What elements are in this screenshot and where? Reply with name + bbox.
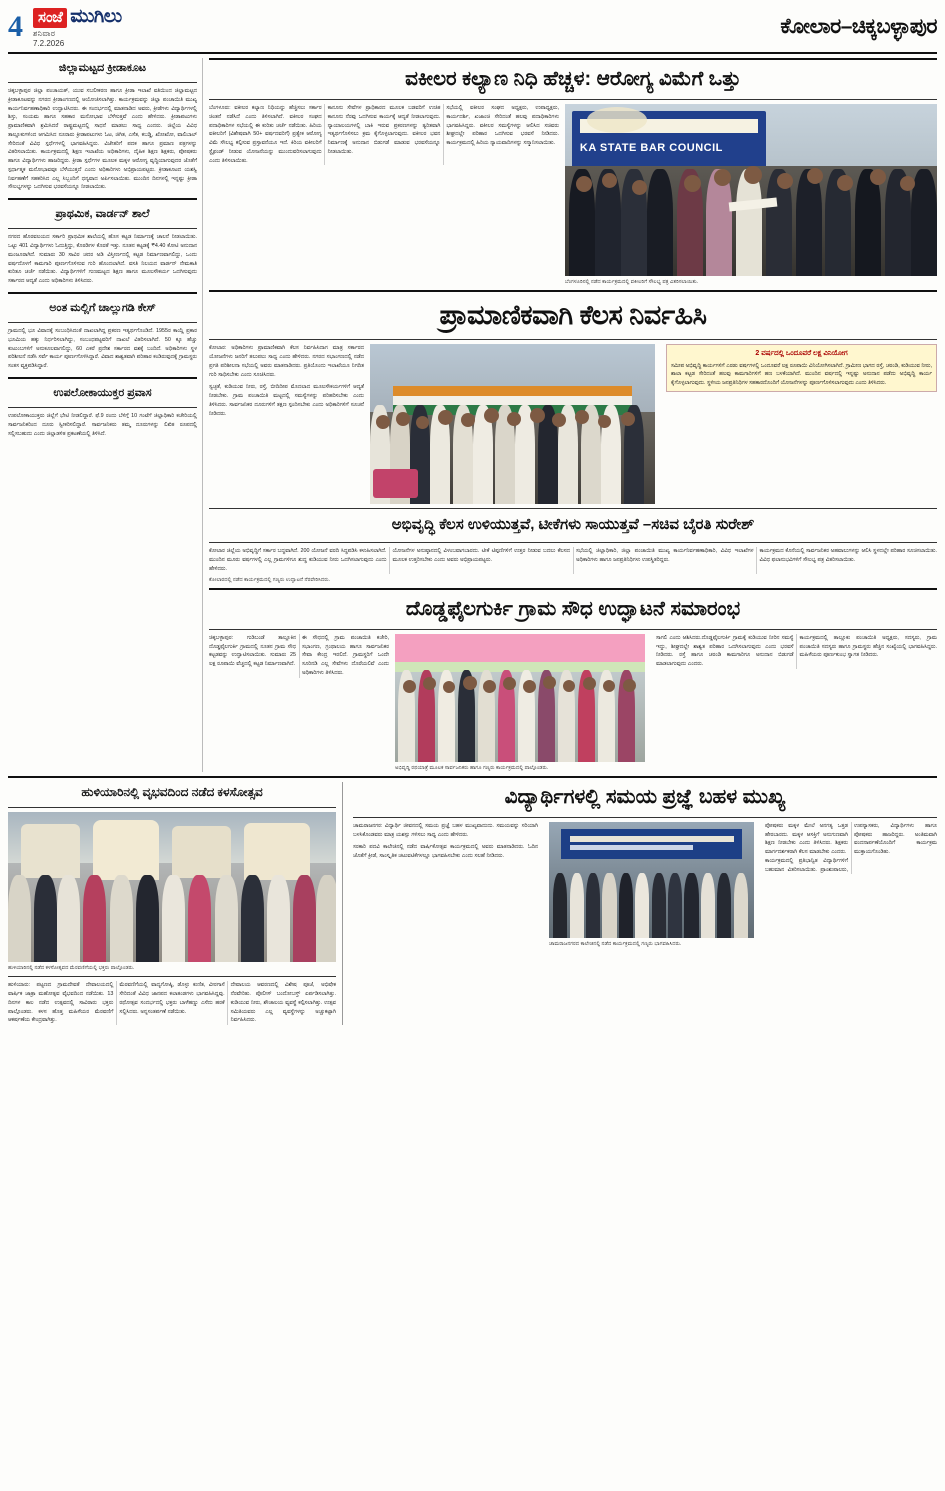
left-section2-text: ನಗರದ ಹೊರವಲಯದ ಸರ್ಕಾರಿ ಪ್ರಾಥಮಿಕ ಶಾಲೆಯಲ್ಲಿ ಹೊಸ ಕಟ್ಟಡ ನಿರ್ಮಾಣಕ್ಕೆ ಚಾಲನೆ ನೀಡಲಾಯಿತು. ಒಟ್ಟು 401 ವಿದ್ಯಾರ್ಥಿಗಳು ಓದುತ್ತಿದ್ದು, ಕೊಠಡಿಗಳ ಕೊರತೆ ಇತ್ತು. ನೂತನ ಕಟ್ಟಡಕ್ಕೆ ₹4.40 ಕೋಟಿ ಅನುದಾನ ಮಂಜೂರಾಗಿದೆ. ಸುಮಾರು 30 ಸಾವಿರ ಚದರ ಅಡಿ ವಿಸ್ತೀರ್ಣದಲ್ಲಿ ಕಟ್ಟಡ ನಿರ್ಮಾಣವಾಗಲಿದ್ದು, ಒಂದು ವರ್ಷದೊಳಗೆ ಕಾಮಗಾರಿ ಪೂರ್ಣಗೊಳಿಸುವ ಗುರಿ ಹೊಂದಲಾಗಿದೆ. ವಸತಿ ನಿಲಯದ ವಾರ್ಡನ್‌ ನೇಮಕಾತಿ ಕುರಿತೂ ಚರ್ಚೆ ನಡೆಯಿತು. ವಿದ್ಯಾರ್ಥಿಗಳಿಗೆ ಗುಣಮಟ್ಟದ ಶಿಕ್ಷಣ ಹಾಗೂ ಮೂಲಸೌಕರ್ಯ ಒದಗಿಸುವುದು ಸರ್ಕಾರದ ಆದ್ಯತೆ ಎಂದು ಅಧಿಕಾರಿಗಳು ತಿಳಿಸಿದರು. [8, 234, 197, 285]
story4 [8, 782, 343, 1025]
story2-box-text: ಸಮೀಪ ಅಭಿವೃದ್ಧಿ ಕಾರ್ಯಗಳಿಗೆ ಎರಡು ವರ್ಷಗಳಲ್ಲಿ ಒಂದೂವರೆ ಲಕ್ಷ ರೂಪಾಯಿ ವಿನಿಯೋಗಿಸಲಾಗಿದೆ. ಗ್ರಾಮೀಣ ಭಾಗದ ರಸ್ತೆ, ಚರಂಡಿ, ಕುಡಿಯುವ ನೀರು, ಶಾಲಾ ಕಟ್ಟಡ ಸೇರಿದಂತೆ ಹಲವು ಕಾಮಗಾರಿಗಳಿಗೆ ಹಣ ಬಳಕೆಯಾಗಿದೆ. ಮುಂದಿನ ವರ್ಷದಲ್ಲಿ ಇನ್ನಷ್ಟು ಅನುದಾನ ಪಡೆದು ಅಭಿವೃದ್ಧಿ ಕಾರ್ಯ ಕೈಗೊಳ್ಳಲಾಗುವುದು. ಸ್ಥಳೀಯ ಜನಪ್ರತಿನಿಧಿಗಳ ಸಹಕಾರದೊಂದಿಗೆ ಯೋಜನೆಗಳನ್ನು ಪೂರ್ಣಗೊಳಿಸಲಾಗುವುದು ಎಂದು ತಿಳಿಸಿದರು. [671, 362, 932, 386]
story5-col2: ಸರಕಾರಿ ಪದವಿ ಕಾಲೇಜಿನಲ್ಲಿ ನಡೆದ ವಾರ್ಷಿಕೋತ್ಸವ ಕಾರ್ಯಕ್ರಮದಲ್ಲಿ ಅವರು ಮಾತನಾಡಿದರು. ಓದಿನ ಜೊತೆಗೆ ಕ್ರೀಡೆ, ಸಾಂಸ್ಕೃತಿಕ ಚಟುವಟಿಕೆಗಳಲ್ಲೂ ಭಾಗವಹಿಸಬೇಕು ಎಂದು ಸಲಹೆ ನೀಡಿದರು. [353, 844, 538, 860]
story5-col1: ಚಾಮರಾಜನಗರ: ವಿದ್ಯಾರ್ಥಿ ಜೀವನದಲ್ಲಿ ಸಮಯ ಪ್ರಜ್ಞೆ ಬಹಳ ಮುಖ್ಯವಾದುದು. ಸಮಯವನ್ನು ಸರಿಯಾಗಿ ಬಳಸಿಕೊಂಡವರು ಮಾತ್ರ ಯಶಸ್ಸು ಗಳಿಸಲು ಸಾಧ್ಯ ಎಂದು ಹೇಳಿದರು. [353, 822, 538, 838]
story3-col3: ಸಾಗಲಿ ಎಂದು ಆಶಿಸಿದರು.ದೊಡ್ಡಫೈಲಗುರ್ಕಿ ಗ್ರಾಮಕ್ಕೆ ಕುಡಿಯುವ ನೀರಿನ ಸಮಸ್ಯೆ ಇದ್ದು, ಶೀಘ್ರದಲ್ಲೇ ಶಾಶ್ವತ ಪರಿಹಾರ ಒದಗಿಸಲಾಗುವುದು ಎಂದು ಭರವಸೆ ನೀಡಿದರು. ರಸ್ತೆ ಹಾಗೂ ಚರಂಡಿ ಕಾಮಗಾರಿಗೂ ಅನುದಾನ ಬಿಡುಗಡೆ ಮಾಡಲಾಗುವುದು ಎಂದರು. [656, 634, 794, 668]
story1-banner-text: KA STATE BAR COUNCIL [579, 141, 723, 154]
story1-col3: ಸಭೆಯಲ್ಲಿ ವಕೀಲರ ಸಂಘದ ಅಧ್ಯಕ್ಷರು, ಉಪಾಧ್ಯಕ್ಷರು, ಕಾರ್ಯದರ್ಶಿ, ಖಜಾಂಚಿ ಸೇರಿದಂತೆ ಹಲವು ಪದಾಧಿಕಾರಿಗಳು ಭಾಗವಹಿಸಿದ್ದರು. ವಕೀಲರ ಸಮಸ್ಯೆಗಳನ್ನು ಆಲಿಸಿದ ಸಚಿವರು ಶೀಘ್ರದಲ್ಲೇ ಪರಿಹಾರ ಒದಗಿಸುವ ಭರವಸೆ ನೀಡಿದರು. ಕಾರ್ಯಕ್ರಮದಲ್ಲಿ ಹಿರಿಯ ನ್ಯಾಯವಾದಿಗಳನ್ನು ಸನ್ಮಾನಿಸಲಾಯಿತು. [446, 105, 559, 146]
story1-col1: ಬೆಂಗಳೂರು: ವಕೀಲರ ಕಲ್ಯಾಣ ನಿಧಿಯನ್ನು ಹೆಚ್ಚಿಸಲು ಸರ್ಕಾರ ಚಿಂತನೆ ನಡೆಸಿದೆ ಎಂದು ತಿಳಿಸಲಾಗಿದೆ. ವಕೀಲರ ಸಂಘದ ಪದಾಧಿಕಾರಿಗಳ ಸಭೆಯಲ್ಲಿ ಈ ಕುರಿತು ಚರ್ಚೆ ನಡೆಯಿತು. ಹಿರಿಯ ವಕೀಲರಿಗೆ (ವಿಶೇಷವಾಗಿ 50+ ವರ್ಷದವರಿಗೆ) ಪ್ರತ್ಯೇಕ ಆರೋಗ್ಯ ವಿಮೆ ಸೌಲಭ್ಯ ಕಲ್ಪಿಸುವ ಪ್ರಸ್ತಾವನೆಯೂ ಇದೆ. ಕಿರಿಯ ವಕೀಲರಿಗೆ ಸ್ಟೈಫಂಡ್‌ ನೀಡುವ ಯೋಜನೆಯನ್ನು ಮುಂದುವರಿಸಲಾಗುವುದು ಎಂದು ತಿಳಿಸಲಾಯಿತು. [209, 105, 322, 164]
story1-body [209, 104, 937, 286]
story2-sub-col4: ಕಾರ್ಯಕ್ರಮದ ಕೊನೆಯಲ್ಲಿ ಸಾರ್ವಜನಿಕರ ಅಹವಾಲುಗಳನ್ನು ಆಲಿಸಿ ಸ್ಥಳದಲ್ಲೇ ಪರಿಹಾರ ಸೂಚಿಸಲಾಯಿತು. ವಿವಿಧ ಫಲಾನುಭವಿಗಳಿಗೆ ಸೌಲಭ್ಯ ಪತ್ರ ವಿತರಿಸಲಾಯಿತು. [759, 548, 937, 564]
story2-box-title: 2 ವರ್ಷದಲ್ಲಿ ಒಂದೂವರೆ ಲಕ್ಷ ವಿನಿಯೋಗ [755, 350, 848, 358]
left-section4-title: ಉಪಲೋಕಾಯುಕ್ತರ ಪ್ರವಾಸ [53, 386, 152, 399]
page-grid [8, 58, 937, 772]
story2-sub-col3: ಸಭೆಯಲ್ಲಿ ಜಿಲ್ಲಾಧಿಕಾರಿ, ಜಿಲ್ಲಾ ಪಂಚಾಯಿತಿ ಮುಖ್ಯ ಕಾರ್ಯನಿರ್ವಹಣಾಧಿಕಾರಿ, ವಿವಿಧ ಇಲಾಖೆಗಳ ಅಧಿಕಾರಿಗಳು ಹಾಗೂ ಜನಪ್ರತಿನಿಧಿಗಳು ಉಪಸ್ಥಿತರಿದ್ದರು. [576, 548, 754, 564]
story2-sub-body [209, 547, 937, 573]
story4-headline: ಹುಳಿಯಾರಿನಲ್ಲಿ ವೃಭವದಿಂದ ನಡೆದ ಕಳಸೋತ್ಸವ [81, 784, 263, 799]
logo-primary-text: ಸಂಜೆ [33, 8, 67, 28]
logo-date: 7.2.2026 [33, 39, 65, 48]
story5 [349, 782, 937, 1025]
publication-logo [33, 6, 122, 48]
bottom-row [8, 782, 937, 1025]
story2-col1: ಕೋಲಾರ: ಅಧಿಕಾರಿಗಳು ಪ್ರಾಮಾಣಿಕವಾಗಿ ಕೆಲಸ ನಿರ್ವಹಿಸಿದಾಗ ಮಾತ್ರ ಸರ್ಕಾರದ ಯೋಜನೆಗಳು ಜನರಿಗೆ ತಲುಪಲು ಸಾಧ್ಯ ಎಂದು ಹೇಳಿದರು. ನಗರದ ಸಭಾಂಗಣದಲ್ಲಿ ನಡೆದ ಪ್ರಗತಿ ಪರಿಶೀಲನಾ ಸಭೆಯಲ್ಲಿ ಅವರು ಮಾತನಾಡಿದರು. ಪ್ರತಿಯೊಂದು ಇಲಾಖೆಯೂ ನಿಗದಿತ ಗುರಿ ಸಾಧಿಸಬೇಕು ಎಂದು ಸೂಚಿಸಿದರು. [209, 345, 364, 378]
story2-sub-col1: ಕೋಲಾರ ಜಿಲ್ಲೆಯ ಅಭಿವೃದ್ಧಿಗೆ ಸರ್ಕಾರ ಬದ್ಧವಾಗಿದೆ. 200 ಯೋಜನೆ ವರದಿ ಸಿದ್ಧಪಡಿಸಿ ಕಳುಹಿಸಲಾಗಿದೆ. ಮುಂದಿನ ಮೂರು ವರ್ಷಗಳಲ್ಲಿ ಎಲ್ಲ ಗ್ರಾಮಗಳಿಗೂ ಶುದ್ಧ ಕುಡಿಯುವ ನೀರು ಒದಗಿಸಲಾಗುವುದು ಎಂದು ಹೇಳಿದರು. [209, 548, 387, 572]
masthead-left [8, 6, 122, 48]
story1-photo [565, 104, 937, 276]
left-section1-text: ಚಿಕ್ಕಬಳ್ಳಾಪುರ ಜಿಲ್ಲಾ ಪಂಚಾಯತ್‌, ಯುವ ಸಬಲೀಕರಣ ಹಾಗೂ ಕ್ರೀಡಾ ಇಲಾಖೆ ವತಿಯಿಂದ ಜಿಲ್ಲಾಮಟ್ಟದ ಕ್ರೀಡಾಕೂಟವನ್ನು ನಗರದ ಕ್ರೀಡಾಂಗಣದಲ್ಲಿ ಆಯೋಜಿಸಲಾಗಿತ್ತು. ಕಾರ್ಯಕ್ರಮವನ್ನು ಜಿಲ್ಲಾ ಪಂಚಾಯಿತಿ ಮುಖ್ಯ ಕಾರ್ಯನಿರ್ವಹಣಾಧಿಕಾರಿ ಉದ್ಘಾಟಿಸಿದರು. ಈ ಸಂದರ್ಭದಲ್ಲಿ ಮಾತನಾಡಿದ ಅವರು, ಕ್ರೀಡೆಗಳು ವಿದ್ಯಾರ್ಥಿಗಳಲ್ಲಿ ಶಿಸ್ತು, ಸಂಯಮ ಹಾಗೂ ಸಹಕಾರ ಮನೋಭಾವ ಬೆಳೆಸುತ್ತವೆ ಎಂದು ಹೇಳಿದರು. ಕ್ರೀಡಾಪಟುಗಳು ಪ್ರಾಮಾಣಿಕವಾಗಿ ಶ್ರಮಿಸಿದರೆ ರಾಷ್ಟ್ರಮಟ್ಟದಲ್ಲಿ ಸಾಧನೆ ಮಾಡಲು ಸಾಧ್ಯ ಎಂದರು. ಜಿಲ್ಲೆಯ ವಿವಿಧ ತಾಲ್ಲೂಕುಗಳಿಂದ ಆಗಮಿಸಿದ ನೂರಾರು ಕ್ರೀಡಾಪಟುಗಳು ಓಟ, ಜಿಗಿತ, ಎಸೆತ, ಕಬಡ್ಡಿ, ಖೋಖೋ, ವಾಲಿಬಾಲ್‌ ಸೇರಿದಂತೆ ವಿವಿಧ ಸ್ಪರ್ಧೆಗಳಲ್ಲಿ ಭಾಗವಹಿಸಿದ್ದರು. ವಿಜೇತರಿಗೆ ಪದಕ ಹಾಗೂ ಪ್ರಮಾಣ ಪತ್ರಗಳನ್ನು ವಿತರಿಸಲಾಯಿತು. ಕಾರ್ಯಕ್ರಮದಲ್ಲಿ ಶಿಕ್ಷಣ ಇಲಾಖೆಯ ಅಧಿಕಾರಿಗಳು, ದೈಹಿಕ ಶಿಕ್ಷಣ ಶಿಕ್ಷಕರು, ಪೋಷಕರು ಹಾಗೂ ವಿದ್ಯಾರ್ಥಿಗಳು ಹಾಜರಿದ್ದರು. ಕ್ರೀಡಾ ಸ್ಪರ್ಧೆಗಳ ಮೂಲಕ ಮಕ್ಕಳ ಆರೋಗ್ಯ ವೃದ್ಧಿಯಾಗುವುದರ ಜೊತೆಗೆ ಸ್ಪರ್ಧಾತ್ಮಕ ಮನೋಭಾವವೂ ಬೆಳೆಯುತ್ತದೆ ಎಂದು ಅಧಿಕಾರಿಗಳು ಅಭಿಪ್ರಾಯಪಟ್ಟರು. ಕ್ರೀಡಾಕೂಟದ ಯಶಸ್ವಿ ನಿರ್ವಹಣೆಗೆ ಸಹಕರಿಸಿದ ಎಲ್ಲ ಸಿಬ್ಬಂದಿಗೆ ಧನ್ಯವಾದ ಅರ್ಪಿಸಲಾಯಿತು. ಮುಂದಿನ ದಿನಗಳಲ್ಲಿ ಇನ್ನಷ್ಟು ಕ್ರೀಡಾ ಸೌಲಭ್ಯಗಳನ್ನು ಒದಗಿಸುವ ಭರವಸೆಯನ್ನೂ ನೀಡಲಾಯಿತು. [8, 88, 197, 191]
story4-col1: ಹುಳಿಯಾರು: ಪಟ್ಟಣದ ಗ್ರಾಮದೇವತೆ ದೇವಾಲಯದಲ್ಲಿ ವಾರ್ಷಿಕ ಜಾತ್ರಾ ಮಹೋತ್ಸವ ವೈಭವದಿಂದ ನಡೆಯಿತು. 13 ದಿನಗಳ ಕಾಲ ನಡೆದ ಉತ್ಸವದಲ್ಲಿ ಸಾವಿರಾರು ಭಕ್ತರು ಪಾಲ್ಗೊಂಡರು. ಕಳಸ ಹೊತ್ತ ಮಹಿಳೆಯರ ಮೆರವಣಿಗೆ ಆಕರ್ಷಣೆಯ ಕೇಂದ್ರವಾಗಿತ್ತು. [8, 982, 114, 1024]
story3-photo [395, 634, 645, 762]
logo-row [33, 6, 122, 28]
story4-photo [8, 812, 336, 962]
story4-col2: ಮೆರವಣಿಗೆಯಲ್ಲಿ ವಾದ್ಯಗೋಷ್ಠಿ, ಡೊಳ್ಳು ಕುಣಿತ, ವೀರಗಾಸೆ ಸೇರಿದಂತೆ ವಿವಿಧ ಜಾನಪದ ಕಲಾತಂಡಗಳು ಭಾಗವಹಿಸಿದ್ದವು. ರಥೋತ್ಸವ ಸಂದರ್ಭದಲ್ಲಿ ಭಕ್ತರು ಬಾಳೆಹಣ್ಣು ಎಸೆದು ಹರಕೆ ಸಲ್ಲಿಸಿದರು. ಅನ್ನಸಂತರ್ಪಣೆ ನಡೆಯಿತು. [119, 982, 225, 1015]
story2-photo-caption: ಕೋಲಾರದಲ್ಲಿ ನಡೆದ ಕಾರ್ಯಕ್ರಮದಲ್ಲಿ ಗಣ್ಯರು ಉದ್ಘಾಟನೆ ನೆರವೇರಿಸಿದರು. [209, 576, 331, 583]
page-number: 4 [8, 10, 23, 43]
story4-col3: ದೇವಾಲಯ ಆವರಣದಲ್ಲಿ ವಿಶೇಷ ಪೂಜೆ, ಅಭಿಷೇಕ ನೆರವೇರಿತು. ಪೊಲೀಸ್‌ ಬಂದೋಬಸ್ತ್‌ ಏರ್ಪಡಿಸಲಾಗಿತ್ತು. ಕುಡಿಯುವ ನೀರು, ಶೌಚಾಲಯ ವ್ಯವಸ್ಥೆ ಕಲ್ಪಿಸಲಾಗಿತ್ತು. ಉತ್ಸವ ಸಮಿತಿಯವರು ಎಲ್ಲ ವ್ಯವಸ್ಥೆಗಳನ್ನು ಅಚ್ಚುಕಟ್ಟಾಗಿ ನಿರ್ವಹಿಸಿದರು. [230, 982, 336, 1024]
story3-col1: ಚಿಕ್ಕಬಳ್ಳಾಪುರ: ಗುಡಿಬಂಡೆ ತಾಲ್ಲೂಕಿನ ದೊಡ್ಡಫೈಲಗುರ್ಕಿ ಗ್ರಾಮದಲ್ಲಿ ನೂತನ ಗ್ರಾಮ ಸೌಧ ಕಟ್ಟಡವನ್ನು ಉದ್ಘಾಟಿಸಲಾಯಿತು. ಸುಮಾರು 25 ಲಕ್ಷ ರೂಪಾಯಿ ವೆಚ್ಚದಲ್ಲಿ ಕಟ್ಟಡ ನಿರ್ಮಾಣವಾಗಿದೆ. [209, 634, 296, 668]
story3-col2: ಈ ಸೌಧದಲ್ಲಿ ಗ್ರಾಮ ಪಂಚಾಯಿತಿ ಕಚೇರಿ, ಸಭಾಂಗಣ, ಗ್ರಂಥಾಲಯ ಹಾಗೂ ಸಾರ್ವಜನಿಕರ ಸೇವಾ ಕೇಂದ್ರ ಇರಲಿದೆ. ಗ್ರಾಮಸ್ಥರಿಗೆ ಒಂದೇ ಸೂರಿನಡಿ ಎಲ್ಲ ಸೇವೆಗಳು ದೊರೆಯಲಿವೆ ಎಂದು ಅಧಿಕಾರಿಗಳು ತಿಳಿಸಿದರು. [302, 634, 389, 676]
story2-top [209, 344, 937, 504]
story4-photo-caption: ಹುಳಿಯಾರಿನಲ್ಲಿ ನಡೆದ ಕಳಸೋತ್ಸವದ ಮೆರವಣಿಗೆಯಲ್ಲಿ ಭಕ್ತರು ಪಾಲ್ಗೊಂಡರು. [8, 965, 135, 972]
logo-secondary-text: ಮುಗಿಲು [70, 6, 122, 27]
left-section2-title: ಪ್ರಾಥಮಿಕ, ವಾರ್ಡನ್‌ ಶಾಲೆ [55, 208, 150, 221]
story1-col2: ಕಾನೂನು ಸೇವೆಗಳ ಪ್ರಾಧಿಕಾರದ ಮೂಲಕ ಬಡವರಿಗೆ ಉಚಿತ ಕಾನೂನು ನೆರವು ಒದಗಿಸುವ ಕಾರ್ಯಕ್ಕೆ ಆದ್ಯತೆ ನೀಡಲಾಗುವುದು. ನ್ಯಾಯಾಲಯಗಳಲ್ಲಿ ಬಾಕಿ ಇರುವ ಪ್ರಕರಣಗಳನ್ನು ತ್ವರಿತವಾಗಿ ಇತ್ಯರ್ಥಗೊಳಿಸಲು ಕ್ರಮ ಕೈಗೊಳ್ಳಲಾಗುವುದು. ವಕೀಲರ ಭವನ ನಿರ್ಮಾಣಕ್ಕೆ ಅನುದಾನ ಬಿಡುಗಡೆ ಮಾಡುವ ಭರವಸೆಯನ್ನೂ ನೀಡಲಾಯಿತು. [327, 105, 441, 155]
story3-body [209, 634, 937, 772]
story3-headline: ದೊಡ್ಡಫೈಲಗುರ್ಕಿ ಗ್ರಾಮ ಸೌಧ ಉದ್ಘಾಟನೆ ಸಮಾರಂಭ [405, 597, 741, 620]
left-section4-text: ಉಪಲೋಕಾಯುಕ್ತರು ಜಿಲ್ಲೆಗೆ ಭೇಟಿ ನೀಡಲಿದ್ದಾರೆ. ಫೆ.9 ರಂದು ಬೆಳಿಗ್ಗೆ 10 ಗಂಟೆಗೆ ಜಿಲ್ಲಾಧಿಕಾರಿ ಕಚೇರಿಯಲ್ಲಿ ಸಾರ್ವಜನಿಕರಿಂದ ದೂರು ಸ್ವೀಕರಿಸಲಿದ್ದಾರೆ. ಸಾರ್ವಜನಿಕರು ತಮ್ಮ ದೂರುಗಳನ್ನು ಲಿಖಿತ ರೂಪದಲ್ಲಿ ಸಲ್ಲಿಸಬಹುದು ಎಂದು ಜಿಲ್ಲಾಡಳಿತ ಪ್ರಕಟಣೆಯಲ್ಲಿ ತಿಳಿಸಿದೆ. [8, 413, 197, 437]
story5-photo-caption: ಚಾಮರಾಜನಗರದ ಕಾಲೇಜಿನಲ್ಲಿ ನಡೆದ ಕಾರ್ಯಕ್ರಮದಲ್ಲಿ ಗಣ್ಯರು ಭಾಗವಹಿಸಿದರು. [549, 940, 682, 947]
story1-crowd [565, 169, 937, 276]
story5-photo [549, 822, 754, 938]
story1-headline: ವಕೀಲರ ಕಲ್ಯಾಣ ನಿಧಿ ಹೆಚ್ಚಳ: ಆರೋಗ್ಯ ವಿಮೆಗೆ ಒತ್ತು [405, 68, 741, 90]
left-section3-title: ಅಂತ ಮಲ್ಲಿಗೆ ಚಾಲ್ಲುಗಡಿ ಕೇಸ್‌ [49, 301, 156, 314]
story5-col3: ಪೋಷಕರು ಮಕ್ಕಳ ಮೇಲೆ ಅನಗತ್ಯ ಒತ್ತಡ ಹೇರಬಾರದು. ಮಕ್ಕಳ ಆಸಕ್ತಿಗೆ ಅನುಗುಣವಾಗಿ ಶಿಕ್ಷಣ ನೀಡಬೇಕು ಎಂದು ತಿಳಿಸಿದರು. ಶಿಕ್ಷಕರು ಮಾರ್ಗದರ್ಶಕರಾಗಿ ಕೆಲಸ ಮಾಡಬೇಕು ಎಂದರು. [765, 822, 848, 856]
story2-headline: ಪ್ರಾಮಾಣಿಕವಾಗಿ ಕೆಲಸ ನಿರ್ವಹಿಸಿ [439, 300, 707, 331]
story2-highlight-box [666, 344, 937, 391]
story3-col4: ಕಾರ್ಯಕ್ರಮದಲ್ಲಿ ತಾಲ್ಲೂಕು ಪಂಚಾಯಿತಿ ಅಧ್ಯಕ್ಷರು, ಸದಸ್ಯರು, ಗ್ರಾಮ ಪಂಚಾಯಿತಿ ಸದಸ್ಯರು ಹಾಗೂ ಗ್ರಾಮಸ್ಥರು ಹೆಚ್ಚಿನ ಸಂಖ್ಯೆಯಲ್ಲಿ ಭಾಗವಹಿಸಿದ್ದರು. ಮಹಿಳೆಯರು ಪೂರ್ಣಕುಂಭ ಸ್ವಾಗತ ನೀಡಿದರು. [799, 634, 937, 659]
story2-sub-headline: ಅಭಿವೃದ್ಧಿ ಕೆಲಸ ಉಳಿಯುತ್ತವೆ, ಟೀಕೆಗಳು ಸಾಯುತ್ತವೆ –ಸಚಿವ ಬೈರತಿ ಸುರೇಶ್‌ [391, 516, 755, 534]
logo-weekday: ಶನಿವಾರ [33, 29, 56, 38]
story5-headline: ವಿದ್ಯಾರ್ಥಿಗಳಲ್ಲಿ ಸಮಯ ಪ್ರಜ್ಞೆ ಬಹಳ ಮುಖ್ಯ [504, 785, 786, 808]
story5-col4: ಕಾರ್ಯಕ್ರಮದಲ್ಲಿ ಪ್ರತಿಭಾನ್ವಿತ ವಿದ್ಯಾರ್ಥಿಗಳಿಗೆ ಬಹುಮಾನ ವಿತರಿಸಲಾಯಿತು. ಪ್ರಾಂಶುಪಾಲರು, ಉಪನ್ಯಾಸಕರು, ವಿದ್ಯಾರ್ಥಿಗಳು ಹಾಗೂ ಪೋಷಕರು ಹಾಜರಿದ್ದರು. ಅಂತಿಮವಾಗಿ ವಂದನಾರ್ಪಣೆಯೊಂದಿಗೆ ಕಾರ್ಯಕ್ರಮ ಮುಕ್ತಾಯಗೊಂಡಿತು. [765, 822, 937, 873]
edition-name: ಕೋಲಾರ–ಚಿಕ್ಕಬಳ್ಳಾಪುರ [780, 15, 937, 38]
story1-photo-caption: ಬೆಂಗಳೂರಿನಲ್ಲಿ ನಡೆದ ಕಾರ್ಯಕ್ರಮದಲ್ಲಿ ವಕೀಲರಿಗೆ ಸೌಲಭ್ಯ ಪತ್ರ ವಿತರಿಸಲಾಯಿತು. [565, 279, 699, 285]
story2-photo [370, 344, 655, 504]
masthead [8, 6, 937, 54]
left-rail [8, 58, 203, 772]
main-content [209, 58, 937, 772]
left-section1-title: ಜಿಲ್ಲಾಮಟ್ಟದ ಕ್ರೀಡಾಕೂಟ [58, 62, 147, 74]
story3-photo-caption: ಅಭಿವೃದ್ಧಿ ರಥಯಾತ್ರೆ ಮೂಲಕ ಸಾರ್ವಜನಿಕರು ಹಾಗೂ ಗಣ್ಯರು ಕಾರ್ಯಕ್ರಮದಲ್ಲಿ ಪಾಲ್ಗೊಂಡರು. [395, 764, 549, 771]
story2-sub-col2: ಯೋಜನೆಗಳ ಅನುಷ್ಠಾನದಲ್ಲಿ ವಿಳಂಬವಾಗಬಾರದು. ಟೀಕೆ ಟಿಪ್ಪಣಿಗಳಿಗೆ ಉತ್ತರ ನೀಡುವ ಬದಲು ಕೆಲಸದ ಮೂಲಕ ಉತ್ತರಿಸಬೇಕು ಎಂದು ಅವರು ಅಭಿಪ್ರಾಯಪಟ್ಟರು. [392, 548, 570, 564]
story2-col2: ಸ್ವಚ್ಛತೆ, ಕುಡಿಯುವ ನೀರು, ರಸ್ತೆ, ಬೀದಿದೀಪ ಮೊದಲಾದ ಮೂಲಸೌಕರ್ಯಗಳಿಗೆ ಆದ್ಯತೆ ನೀಡಬೇಕು. ಗ್ರಾಮ ಪಂಚಾಯಿತಿ ಮಟ್ಟದಲ್ಲಿ ಸಮಸ್ಯೆಗಳನ್ನು ಪರಿಹರಿಸಬೇಕು ಎಂದು ತಿಳಿಸಿದರು. ಸಾರ್ವಜನಿಕರ ದೂರುಗಳಿಗೆ ತಕ್ಷಣ ಸ್ಪಂದಿಸಬೇಕು ಎಂದು ಅಧಿಕಾರಿಗಳಿಗೆ ಸೂಚನೆ ನೀಡಿದರು. [209, 384, 364, 417]
left-section3-text: ಗ್ರಾಮದಲ್ಲಿ ಭೂ ವಿವಾದಕ್ಕೆ ಸಂಬಂಧಿಸಿದಂತೆ ದಾಖಲಾಗಿದ್ದ ಪ್ರಕರಣ ಇತ್ಯರ್ಥಗೊಂಡಿದೆ. 1955ರ ಕಾಯ್ದೆ ಪ್ರಕಾರ ಭೂಮಿಯ ಹಕ್ಕು ನಿರ್ಧರಿಸಲಾಗಿದ್ದು, ಸಂಬಂಧಪಟ್ಟವರಿಗೆ ದಾಖಲೆ ವಿತರಿಸಲಾಗಿದೆ. 50 ಕ್ಕೂ ಹೆಚ್ಚು ಕುಟುಂಬಗಳಿಗೆ ಅನುಕೂಲವಾಗಲಿದ್ದು, 60 ಎಕರೆ ಪ್ರದೇಶ ಸರ್ಕಾರದ ವಶಕ್ಕೆ ಬಂದಿದೆ. ಅಧಿಕಾರಿಗಳು ಸ್ಥಳ ಪರಿಶೀಲನೆ ನಡೆಸಿ ಸರ್ವೆ ಕಾರ್ಯ ಪೂರ್ಣಗೊಳಿಸಿದ್ದಾರೆ. ವಿವಾದ ಶಾಶ್ವತವಾಗಿ ಪರಿಹಾರ ಕಂಡಿರುವುದಕ್ಕೆ ಗ್ರಾಮಸ್ಥರು ಸಂತಸ ವ್ಯಕ್ತಪಡಿಸಿದ್ದಾರೆ. [8, 328, 197, 370]
